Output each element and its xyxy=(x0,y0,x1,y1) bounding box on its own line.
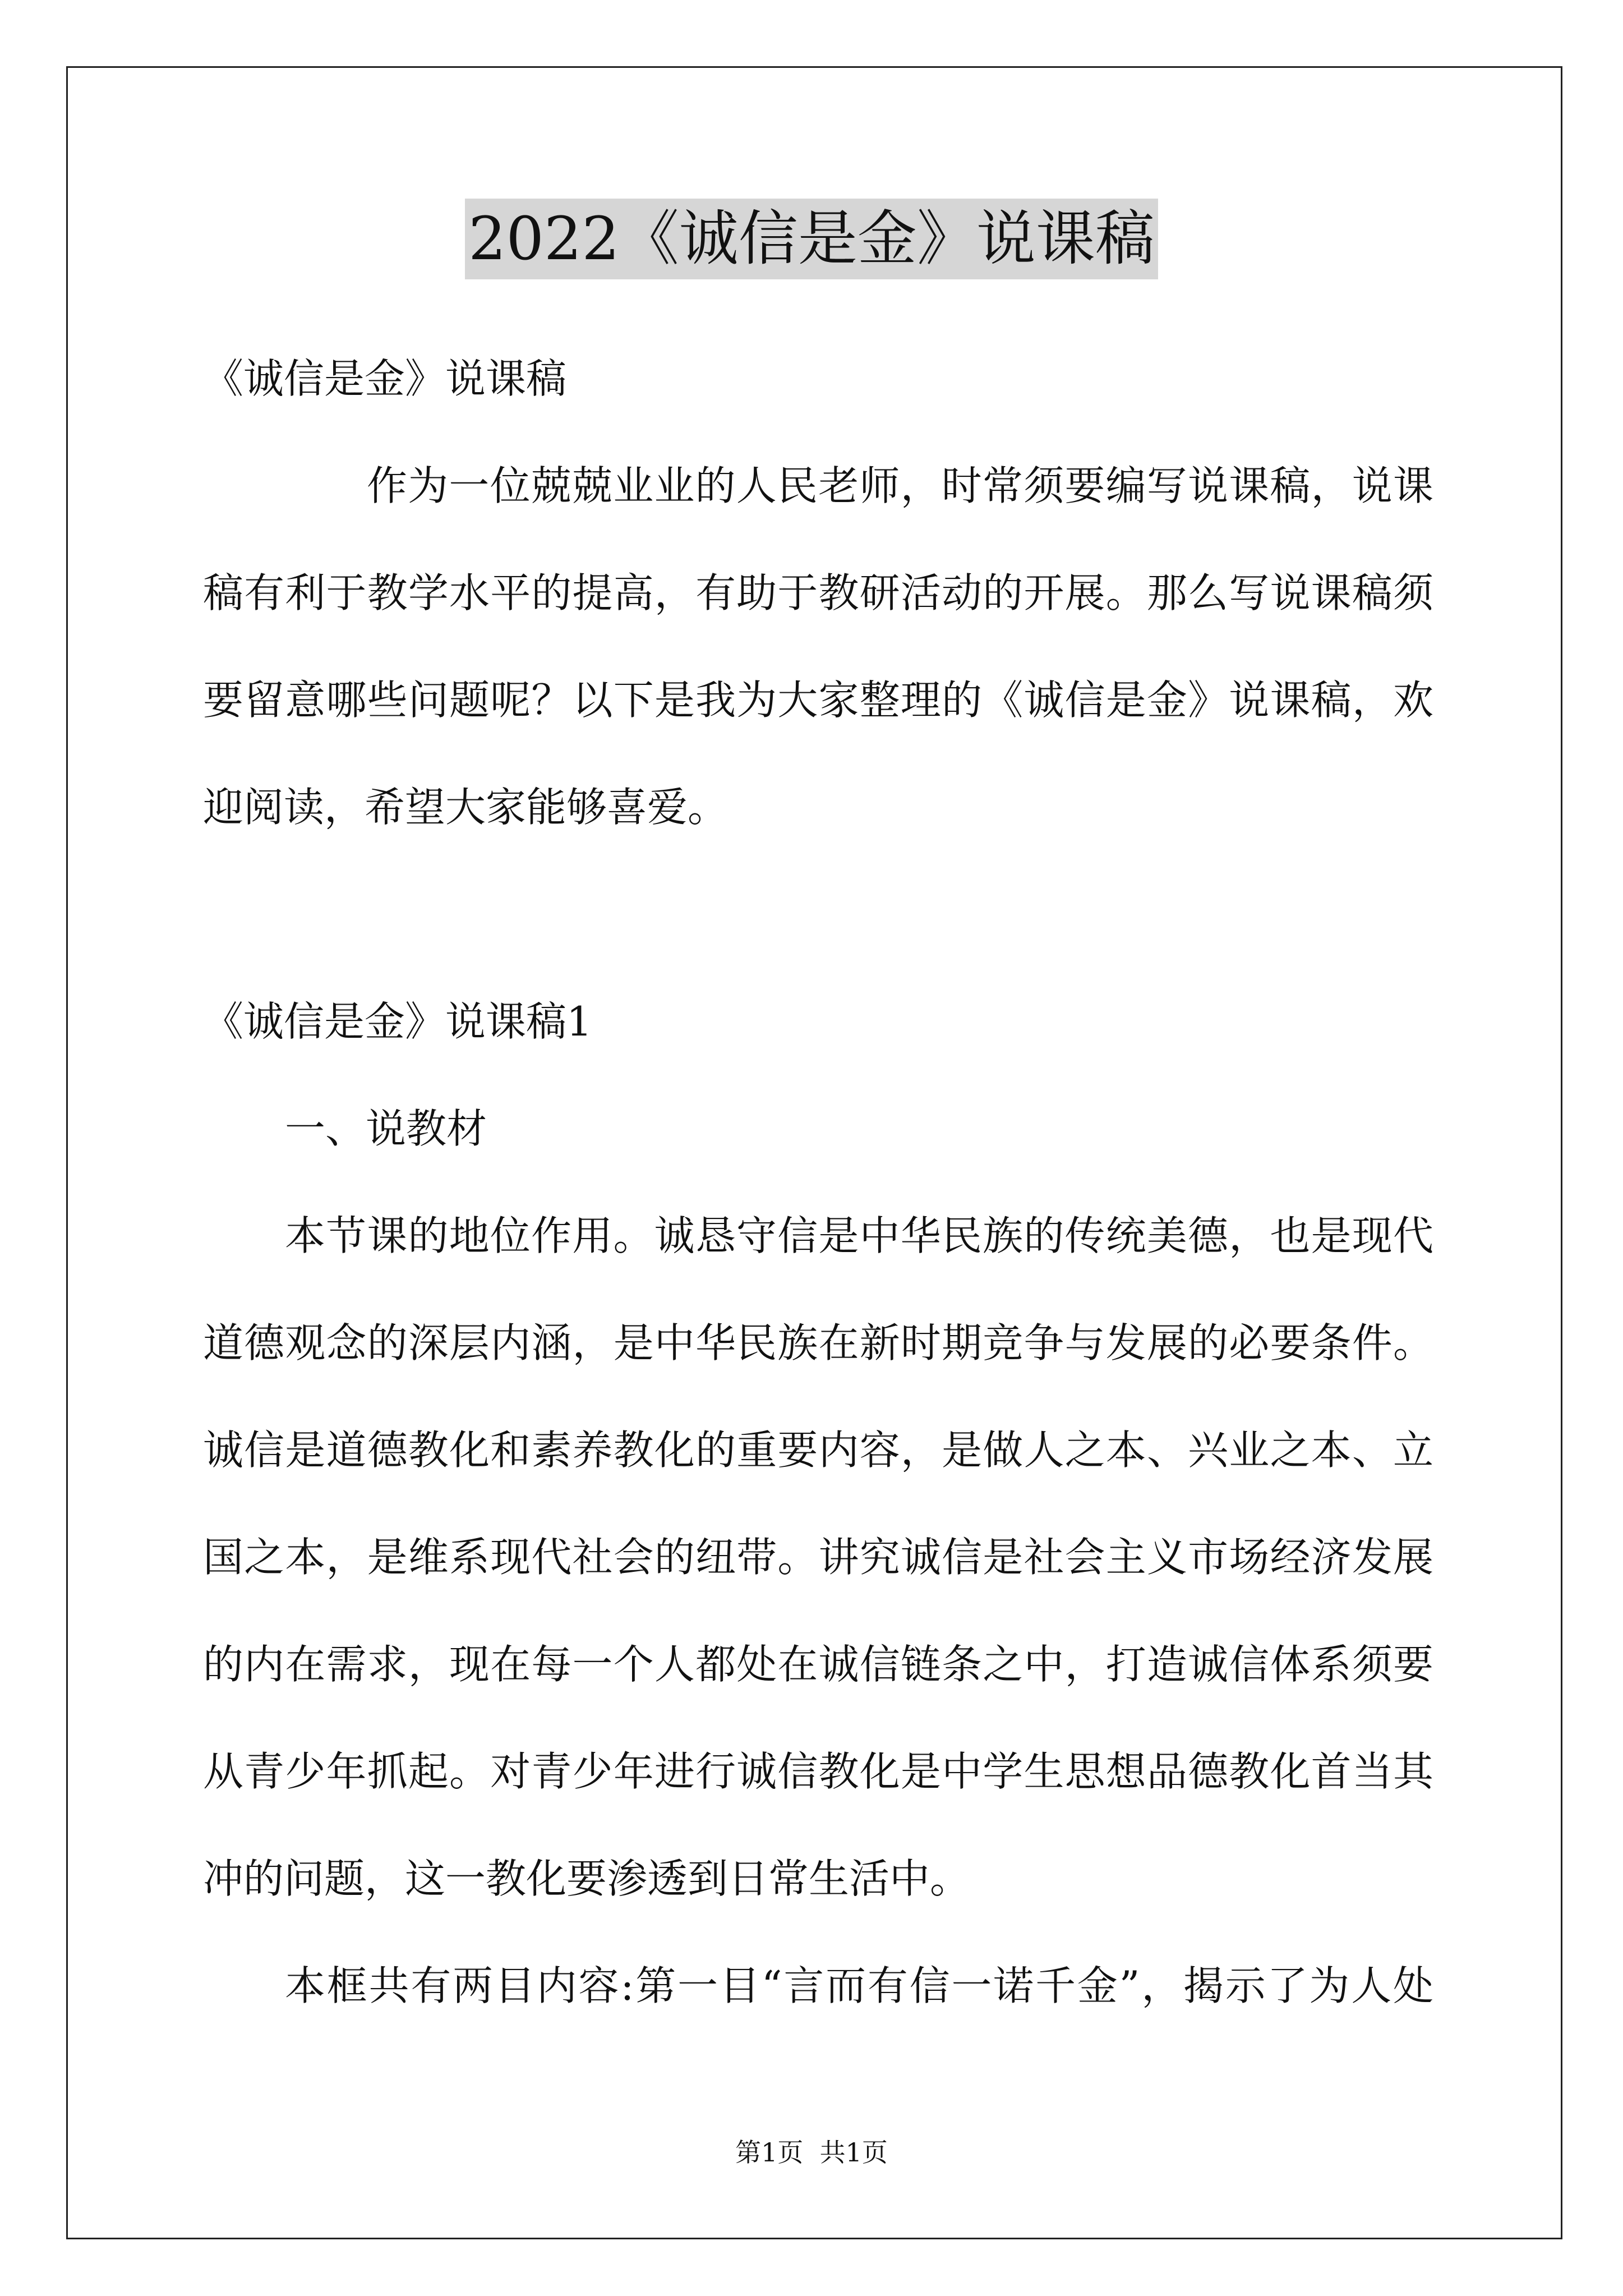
section-heading: 《诚信是金》说课稿1 xyxy=(203,998,592,1045)
title-container xyxy=(0,199,1623,279)
document-subtitle: 《诚信是金》说课稿 xyxy=(203,355,567,402)
intro-line: 迎阅读，希望大家能够喜爱。 xyxy=(203,784,728,831)
subheading: 一、说教材 xyxy=(285,1105,487,1152)
paragraph-line: 诚信是道德教化和素养教化的重要内容，是做人之本、兴业之本、立 xyxy=(203,1427,1433,1474)
intro-line: 要留意哪些问题呢？以下是我为大家整理的《诚信是金》说课稿，欢 xyxy=(203,677,1433,724)
paragraph-line: 道德观念的深层内涵，是中华民族在新时期竞争与发展的必要条件。 xyxy=(203,1319,1433,1366)
document-body xyxy=(203,325,1433,2040)
page-footer: 第1页 共1页 xyxy=(735,2137,888,2168)
paragraph-line: 冲的问题，这一教化要渗透到日常生活中。 xyxy=(203,1855,971,1902)
blank-line xyxy=(203,861,1433,968)
paragraph-line: 国之本，是维系现代社会的纽带。讲究诚信是社会主义市场经济发展 xyxy=(203,1534,1433,1581)
intro-line: 作为一位兢兢业业的人民老师，时常须要编写说课稿，说课 xyxy=(367,462,1433,509)
paragraph-line: 本框共有两目内容:第一目“言而有信一诺千金”，揭示了为人处 xyxy=(285,1962,1433,2009)
paragraph-line: 本节课的地位作用。诚恳守信是中华民族的传统美德，也是现代 xyxy=(285,1212,1433,1259)
intro-line: 稿有利于教学水平的提高，有助于教研活动的开展。那么写说课稿须 xyxy=(203,569,1433,616)
paragraph-line: 从青少年抓起。对青少年进行诚信教化是中学生思想品德教化首当其 xyxy=(203,1748,1433,1795)
document-title: 2022《诚信是金》说课稿 xyxy=(465,199,1158,279)
paragraph-line: 的内在需求，现在每一个人都处在诚信链条之中，打造诚信体系须要 xyxy=(203,1641,1433,1688)
